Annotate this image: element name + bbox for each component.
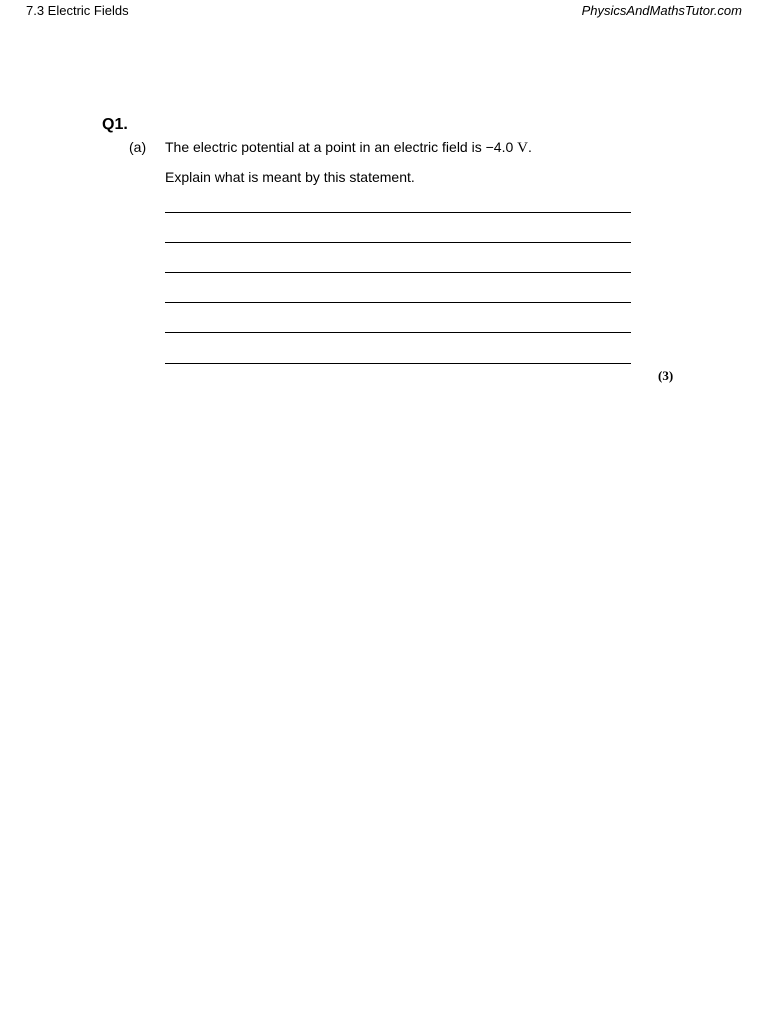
answer-line xyxy=(165,363,631,364)
stem-text: The electric potential at a point in an electric field is −4.0 xyxy=(165,139,518,155)
question-number: Q1. xyxy=(102,116,128,133)
stem-end: . xyxy=(527,139,532,155)
answer-line xyxy=(165,242,631,243)
header-source: PhysicsAndMathsTutor.com xyxy=(581,3,742,18)
question-instruction: Explain what is meant by this statement. xyxy=(165,169,415,185)
part-label: (a) xyxy=(129,139,147,155)
answer-line xyxy=(165,212,631,213)
marks-available: (3) xyxy=(658,368,674,383)
answer-line xyxy=(165,302,631,303)
answer-line xyxy=(165,332,631,333)
stem-unit: V xyxy=(517,140,528,156)
header-topic: 7.3 Electric Fields xyxy=(26,3,129,18)
question-stem xyxy=(165,139,532,157)
answer-line xyxy=(165,272,631,273)
